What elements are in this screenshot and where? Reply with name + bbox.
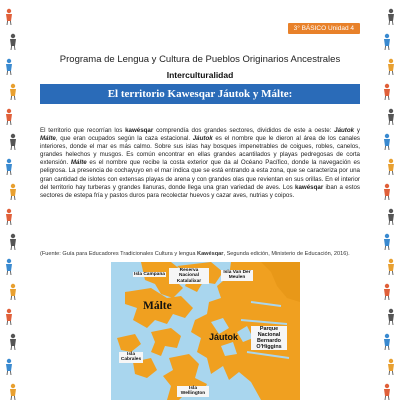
text-run: es el nombre que le dieron al área de los canales interiores, donde el mar es más calmo. Sobre sus islas hay bosques impenetrables de coigues, robles, canelos, grandes helechos y musgos. Es común encontrar en ellas grandes acantilados y playas pedregosas de corta extensión. xyxy=(40,135,360,167)
text-run: , que eran ocupados según la caza estacional. xyxy=(55,135,193,143)
map-label-katalalixar: Reserva Nacional Katalalixar xyxy=(169,268,209,284)
territory-map xyxy=(111,262,300,400)
map-label-jautok: Jáutok xyxy=(209,332,239,342)
unit-badge: 3° BÁSICO Unidad 4 xyxy=(288,23,360,34)
text-run-bold-italic: Jáutok xyxy=(192,135,213,143)
map-label-malte: Málte xyxy=(143,300,172,312)
text-run: (Fuente: Guía para Educadores Tradicionales Cultura y lengua xyxy=(40,251,198,257)
text-run: iban a estos sectores de estepa fría y pastos duros para recolectar huevos y cazar aves, nutrias y coipos. xyxy=(40,183,360,199)
program-title: Programa de Lengua y Cultura de Pueblos Originarios Ancestrales xyxy=(59,54,341,65)
map-label-isla-cabrales: Isla Cabrales xyxy=(120,352,142,363)
source-citation xyxy=(40,251,360,257)
map-label-van-der-meulen: Isla Van Der Meulen xyxy=(221,270,253,281)
text-run: El territorio que recorrían los xyxy=(40,127,126,134)
text-run: comprendía dos grandes sectores, divididos de este a oeste: xyxy=(153,127,335,134)
text-run-bold: Kawésqar xyxy=(197,251,224,257)
body-paragraph xyxy=(40,127,360,200)
text-run-bold-italic: Málte xyxy=(40,135,56,143)
text-run-bold: kawésqar xyxy=(125,127,154,134)
text-run: es el nombre que recibe la costa exterior que da al Océano Pacífico, donde la navegación es peligrosa. La presencia de cochayuyo en el mar indica que se está entrando a esta zona, que se caracteriza por una gran cantidad de islotes con extensas playas de arena y con grandes olas que revientan en sus orillas. En el interior del territorio hay turberas y grandes llanuras, donde llega una gran variedad de aves. Los xyxy=(40,159,360,191)
text-run-bold: kawésqar xyxy=(295,183,324,191)
text-run-bold-italic: Jáutok xyxy=(334,127,355,134)
map-label-bernardo-ohiggins: Parque Nacional Bernardo O'Higgins xyxy=(251,326,287,350)
text-run: y xyxy=(354,127,360,134)
map-label-isla-campana: Isla Campana xyxy=(134,272,165,277)
text-run: , Segunda edición, Ministerio de Educación, 2016). xyxy=(223,251,350,257)
lesson-title: El territorio Kawesqar Jáutok y Málte: xyxy=(40,84,360,104)
topic-heading: Interculturalidad xyxy=(166,70,234,80)
text-run-bold-italic: Málte xyxy=(70,159,87,167)
map-label-isla-wellington: Isla Wellington xyxy=(177,386,209,397)
